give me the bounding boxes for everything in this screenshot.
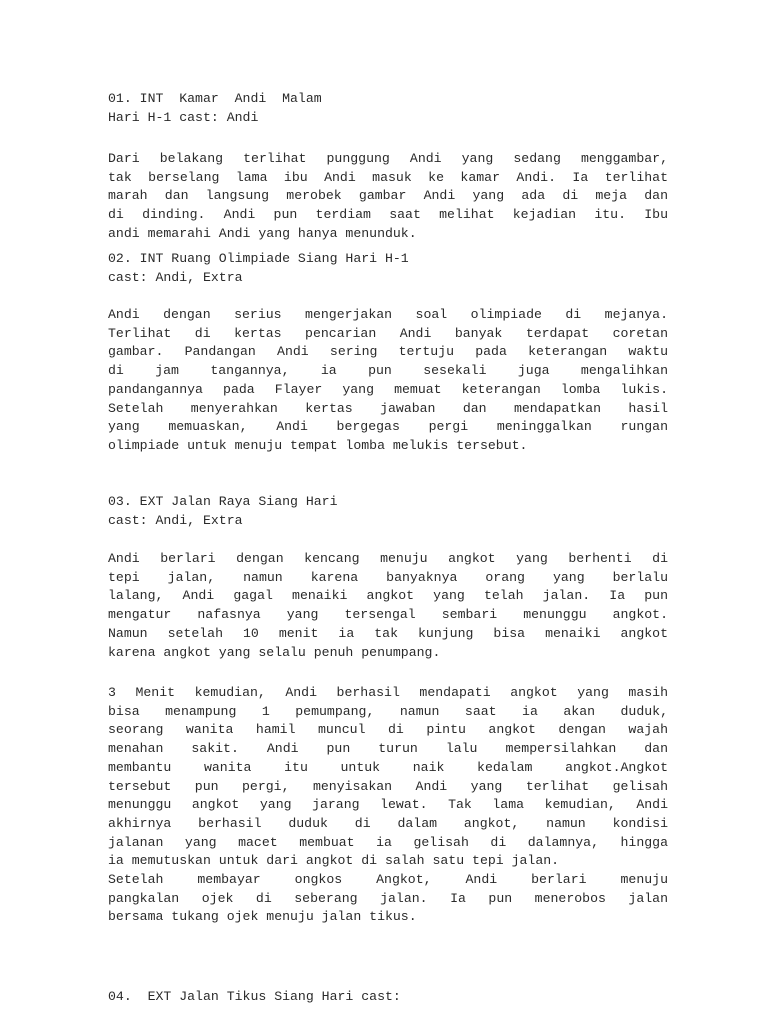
scene-heading: 03. EXT Jalan Raya Siang Hari	[108, 494, 338, 509]
scene-heading: 04. EXT Jalan Tikus Siang Hari cast:	[108, 989, 401, 1004]
scene-03-paragraph-1	[108, 550, 668, 662]
paragraph-line: karena angkot yang selalu penuh penumpang.	[108, 644, 441, 660]
paragraph-line: bersama tukang ojek menuju jalan tikus.	[108, 909, 417, 925]
paragraph-line: menahan sakit. Andi pun turun lalu mempersilahkan dan	[108, 741, 668, 757]
paragraph-line: membantu wanita itu untuk naik kedalam angkot.Angkot	[108, 759, 668, 775]
paragraph-line: di dinding. Andi pun terdiam saat melihat kejadian itu. Ibu	[108, 207, 668, 223]
scene-heading: 01. INT Kamar Andi Malam	[108, 91, 322, 106]
paragraph-line: lalang, Andi gagal menaiki angkot yang telah jalan. Ia pun	[108, 588, 668, 604]
paragraph-line: andi memarahi Andi yang hanya menunduk.	[108, 225, 417, 241]
paragraph-line: gambar. Pandangan Andi sering tertuju pada keterangan waktu	[108, 344, 668, 360]
scene-cast: cast: Andi, Extra	[108, 512, 243, 528]
paragraph-line: ia memutuskan untuk dari angkot di salah satu tepi jalan.	[108, 853, 560, 869]
paragraph-line: pandangannya pada Flayer yang memuat keterangan lomba lukis.	[108, 381, 668, 397]
paragraph-line: pangkalan ojek di seberang jalan. Ia pun menerobos jalan	[108, 890, 668, 906]
paragraph-line: tersebut pun pergi, menyisakan Andi yang terlihat gelisah	[108, 778, 668, 794]
paragraph-line: olimpiade untuk menuju tempat lomba melukis tersebut.	[108, 437, 528, 453]
paragraph-line: Setelah membayar ongkos Angkot, Andi berlari menuju	[108, 872, 668, 888]
scene-04	[108, 988, 668, 1007]
scene-02-paragraph	[108, 306, 668, 456]
scene-cast: Hari H-1 cast: Andi	[108, 109, 259, 125]
scene-03	[108, 493, 668, 530]
scene-01	[108, 90, 668, 127]
paragraph-line: 3 Menit kemudian, Andi berhasil mendapati angkot yang masih	[108, 685, 668, 700]
scene-heading: 02. INT Ruang Olimpiade Siang Hari H-1	[108, 251, 409, 266]
paragraph-line: menunggu angkot yang jarang lewat. Tak lama kemudian, Andi	[108, 797, 668, 813]
scene-01-paragraph	[108, 150, 668, 244]
paragraph-line: akhirnya berhasil duduk di dalam angkot, namun kondisi	[108, 815, 668, 831]
paragraph-line: Terlihat di kertas pencarian Andi banyak terdapat coretan	[108, 325, 668, 341]
paragraph-line: yang memuaskan, Andi bergegas pergi meninggalkan rungan	[108, 419, 668, 435]
scene-03-paragraph-2	[108, 684, 668, 927]
paragraph-line: Namun setelah 10 menit ia tak kunjung bisa menaiki angkot	[108, 625, 668, 641]
paragraph-line: tepi jalan, namun karena banyaknya orang yang berlalu	[108, 569, 668, 585]
paragraph-line: marah dan langsung merobek gambar Andi yang ada di meja dan	[108, 188, 668, 204]
paragraph-line: Dari belakang terlihat punggung Andi yang sedang menggambar,	[108, 151, 668, 166]
scene-cast: cast: Andi, Extra	[108, 269, 243, 285]
paragraph-line: Andi berlari dengan kencang menuju angkot yang berhenti di	[108, 551, 668, 566]
paragraph-line: Setelah menyerahkan kertas jawaban dan mendapatkan hasil	[108, 400, 668, 416]
paragraph-line: tak berselang lama ibu Andi masuk ke kamar Andi. Ia terlihat	[108, 169, 668, 185]
paragraph-line: mengatur nafasnya yang tersengal sembari menunggu angkot.	[108, 607, 668, 623]
paragraph-line: Andi dengan serius mengerjakan soal olimpiade di mejanya.	[108, 307, 668, 322]
scene-02	[108, 250, 668, 287]
paragraph-line: di jam tangannya, ia pun sesekali juga mengalihkan	[108, 363, 668, 379]
paragraph-line: bisa menampung 1 pemumpang, namun saat ia akan duduk,	[108, 703, 668, 719]
paragraph-line: seorang wanita hamil muncul di pintu angkot dengan wajah	[108, 722, 668, 738]
paragraph-line: jalanan yang macet membuat ia gelisah di dalamnya, hingga	[108, 834, 668, 850]
